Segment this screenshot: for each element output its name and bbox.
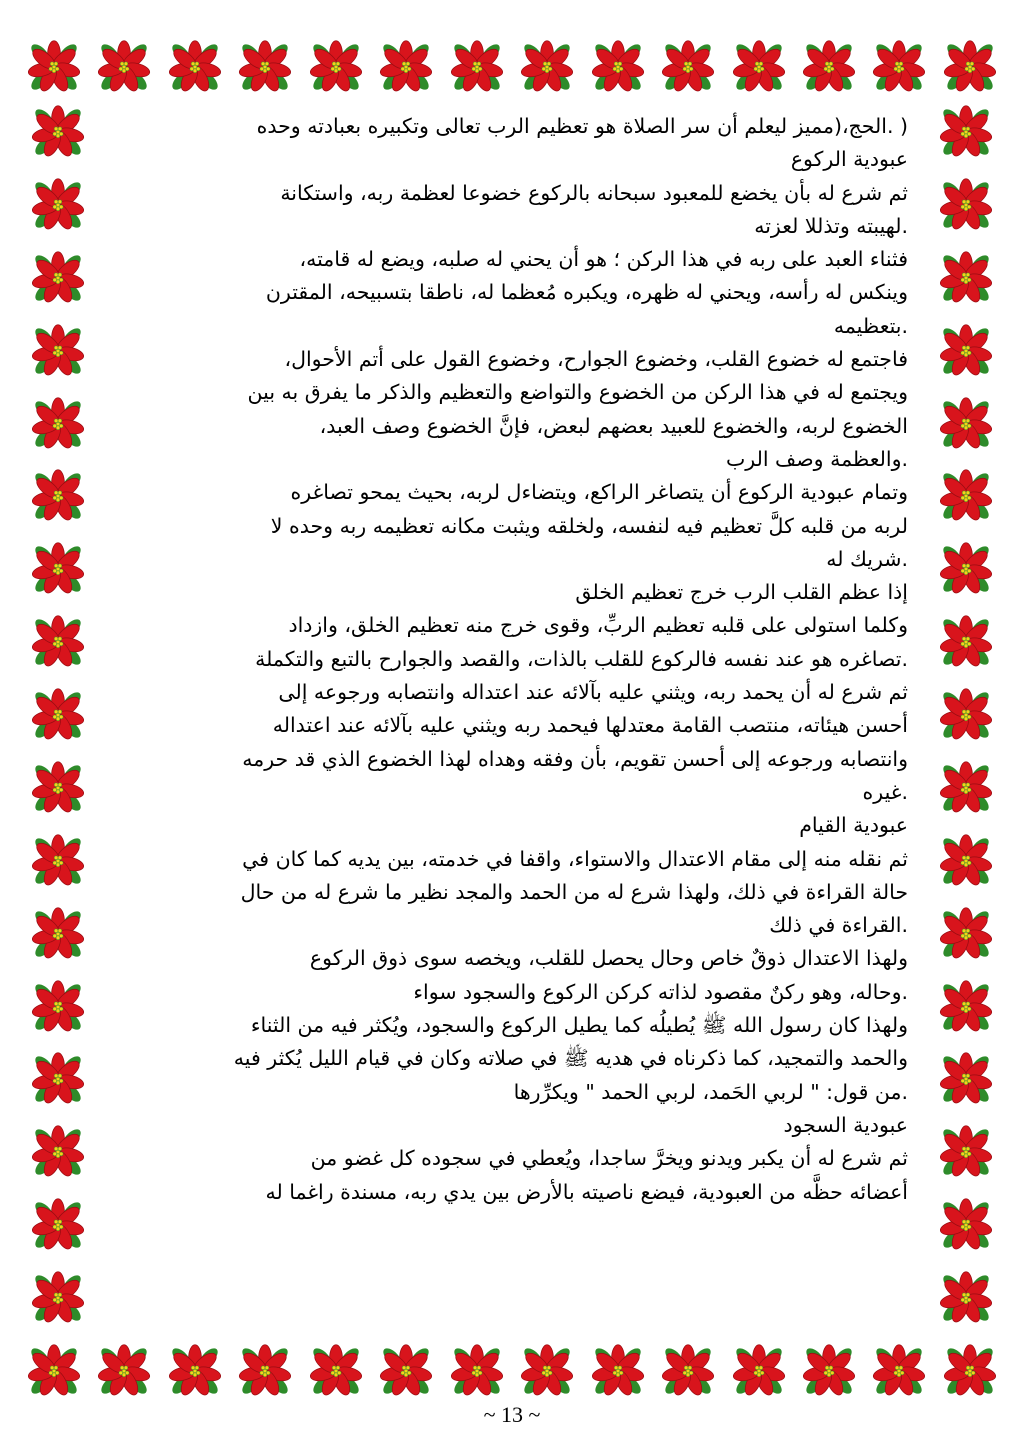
poinsettia-icon: [727, 35, 791, 99]
poinsettia-icon: [26, 173, 90, 237]
poinsettia-icon: [934, 975, 998, 1039]
poinsettia-icon: [26, 100, 90, 164]
poinsettia-icon: [26, 1120, 90, 1184]
poinsettia-icon: [934, 1047, 998, 1111]
poinsettia-icon: [374, 1339, 438, 1403]
poinsettia-icon: [938, 35, 1002, 99]
text-line: لربه من قلبه كلَّ تعظيم فيه لنفسه، ولخلقه ويثبت مكانه تعظيمه ربه وحده لا: [270, 513, 908, 538]
text-line: .القراءة في ذلك: [769, 913, 908, 938]
text-line: فاجتمع له خضوع القلب، وخضوع الجوارح، وخضوع القول على أتم الأحوال،: [284, 347, 908, 372]
text-line: ثم نقله منه إلى مقام الاعتدال والاستواء، واقفا في خدمته، بين يديه كما كان في: [242, 846, 908, 871]
poinsettia-icon: [26, 319, 90, 383]
text-line: فثناء العبد على ربه في هذا الركن ؛ هو أن يحني له صلبه، ويضع له قامته،: [299, 247, 908, 272]
text-line: أحسن هيئاته، منتصب القامة معتدلها فيحمد ربه ويثني عليه بآلائه عند اعتداله: [272, 713, 908, 738]
text-line: ثم شرع له بأن يخضع للمعبود سبحانه بالركوع خضوعا لعظمة ربه، واستكانة: [280, 180, 908, 205]
poinsettia-icon: [934, 829, 998, 893]
text-line: وينكس له رأسه، ويحني له ظهره، ويكبره مُعظما له، ناطقا بتسبيحه، المقترن: [265, 280, 908, 305]
poinsettia-icon: [26, 392, 90, 456]
poinsettia-icon: [22, 35, 86, 99]
poinsettia-icon: [163, 1339, 227, 1403]
poinsettia-icon: [656, 1339, 720, 1403]
poinsettia-icon: [934, 319, 998, 383]
text-line: وتمام عبودية الركوع أن يتصاغر الراكع، ويتضاءل لربه، بحيث يمحو تصاغره: [290, 480, 908, 505]
section-heading-ruku: عبودية الركوع: [790, 147, 908, 172]
subheading-line: إذا عظم القلب الرب خرج تعظيم الخلق: [575, 580, 908, 605]
text-line: .شريك له: [826, 546, 908, 571]
text-line: وانتصابه ورجوعه إلى أحسن تقويم، بأن وفقه وهداه لهذا الخضوع الذي قد حرمه: [242, 746, 908, 771]
poinsettia-icon: [26, 829, 90, 893]
text-line: أعضائه حظَّه من العبودية، فيضع ناصيته بالأرض بين يدي ربه، مسندة راغما له: [265, 1179, 908, 1204]
decorative-border-right: [930, 100, 1002, 1330]
poinsettia-icon: [26, 1193, 90, 1257]
text-line: ولهذا كان رسول الله ﷺ يُطيلُه كما يطيل الركوع والسجود، ويُكثر فيه من الثناء: [250, 1013, 908, 1038]
poinsettia-icon: [26, 902, 90, 966]
poinsettia-icon: [934, 756, 998, 820]
text-line: .تصاغره هو عند نفسه فالركوع للقلب بالذات، والقصد والجوارح بالتبع والتكملة: [255, 646, 908, 671]
text-line: ويجتمع له في هذا الركن من الخضوع والتواضع والتعظيم والذكر ما يفرق به بين: [247, 380, 908, 405]
poinsettia-icon: [92, 35, 156, 99]
poinsettia-icon: [515, 1339, 579, 1403]
poinsettia-icon: [445, 1339, 509, 1403]
poinsettia-icon: [304, 1339, 368, 1403]
poinsettia-icon: [656, 35, 720, 99]
text-line: .لهيبته وتذللا لعزته: [754, 213, 908, 238]
poinsettia-icon: [586, 35, 650, 99]
poinsettia-icon: [934, 1120, 998, 1184]
text-line: حالة القراءة في ذلك، ولهذا شرع له من الحمد والمجد نظير ما شرع له من حال: [240, 879, 908, 904]
poinsettia-icon: [934, 464, 998, 528]
poinsettia-icon: [515, 35, 579, 99]
poinsettia-icon: [934, 683, 998, 747]
poinsettia-icon: [867, 1339, 931, 1403]
poinsettia-icon: [934, 392, 998, 456]
poinsettia-icon: [934, 1266, 998, 1330]
poinsettia-icon: [26, 683, 90, 747]
poinsettia-icon: [727, 1339, 791, 1403]
poinsettia-icon: [26, 537, 90, 601]
text-line: .من قول: " لربي الحَمد، لربي الحمد " ويكرِّرها: [513, 1079, 908, 1104]
poinsettia-icon: [934, 100, 998, 164]
text-line: .غيره: [862, 779, 908, 804]
text-line: ثم شرع له أن يحمد ربه، ويثني عليه بآلائه عند اعتداله وانتصابه ورجوعه إلى: [278, 680, 908, 705]
poinsettia-icon: [934, 610, 998, 674]
poinsettia-icon: [26, 246, 90, 310]
text-line: وكلما استولى على قلبه تعظيم الربِّ، وقوى خرج منه تعظيم الخلق، وازداد: [288, 613, 908, 638]
decorative-border-left: [22, 100, 94, 1330]
poinsettia-icon: [233, 35, 297, 99]
text-line: ثم شرع له أن يكبر ويدنو ويخرَّ ساجدا، ويُعطي في سجوده كل غضو من: [310, 1146, 908, 1171]
text-line: .وحاله، وهو ركنٌ مقصود لذاته كركن الركوع والسجود سواء: [413, 979, 908, 1004]
poinsettia-icon: [934, 173, 998, 237]
poinsettia-icon: [934, 902, 998, 966]
poinsettia-icon: [26, 610, 90, 674]
poinsettia-icon: [92, 1339, 156, 1403]
text-line: .والعظمة وصف الرب: [725, 446, 908, 471]
text-line: والحمد والتمجيد، كما ذكرناه في هديه ﷺ في صلاته وكان في قيام الليل يُكثر فيه: [233, 1046, 908, 1071]
poinsettia-icon: [797, 1339, 861, 1403]
decorative-border-top: [22, 26, 1002, 108]
text-line: الخضوع لربه، والخضوع للعبيد بعضهم لبعض، فإنَّ الخضوع وصف العبد،: [319, 413, 908, 438]
poinsettia-icon: [22, 1339, 86, 1403]
text-line: ( .الحج،(مميز ليعلم أن سر الصلاة هو تعظيم الرب تعالى وتكبيره بعبادته وحده: [256, 114, 908, 138]
poinsettia-icon: [934, 537, 998, 601]
section-heading-sujud: عبودية السجود: [783, 1112, 908, 1137]
poinsettia-icon: [26, 1266, 90, 1330]
poinsettia-icon: [445, 35, 509, 99]
poinsettia-icon: [374, 35, 438, 99]
poinsettia-icon: [163, 35, 227, 99]
page-body-text: [120, 110, 908, 1330]
poinsettia-icon: [797, 35, 861, 99]
poinsettia-icon: [26, 975, 90, 1039]
poinsettia-icon: [26, 464, 90, 528]
poinsettia-icon: [938, 1339, 1002, 1403]
section-heading-qiyam: عبودية القيام: [799, 813, 908, 838]
poinsettia-icon: [233, 1339, 297, 1403]
poinsettia-icon: [934, 246, 998, 310]
decorative-border-bottom: [22, 1330, 1002, 1412]
text-line: .بتعظيمه: [833, 313, 908, 338]
poinsettia-icon: [934, 1193, 998, 1257]
poinsettia-icon: [586, 1339, 650, 1403]
poinsettia-icon: [26, 1047, 90, 1111]
text-line: ولهذا الاعتدال ذوقٌ خاص وحال يحصل للقلب، ويخصه سوى ذوق الركوع: [309, 946, 908, 971]
poinsettia-icon: [26, 756, 90, 820]
poinsettia-icon: [867, 35, 931, 99]
poinsettia-icon: [304, 35, 368, 99]
page-number: ~ 13 ~: [483, 1402, 541, 1427]
